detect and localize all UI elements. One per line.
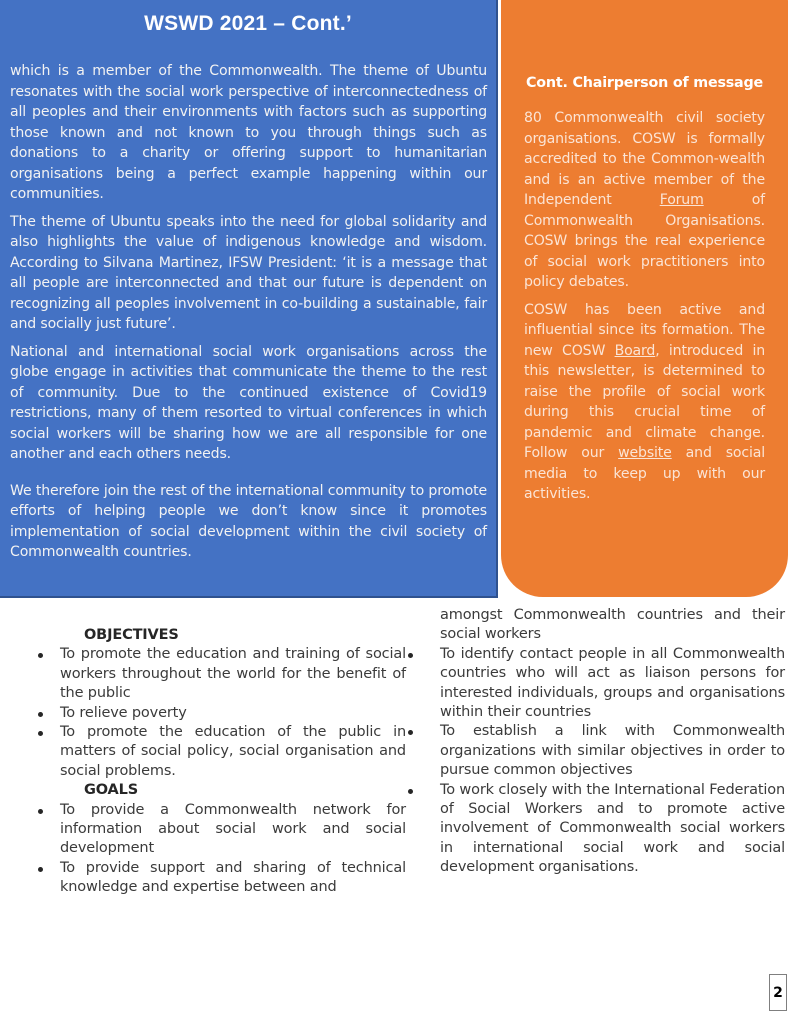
paragraph: We therefore join the rest of the international community to promote efforts of helping people we don’t know since it promotes implementation of social development within the civil society of Commonwealth countries. — [10, 482, 487, 560]
list-item — [440, 645, 785, 723]
goals-heading: GOALS — [84, 782, 138, 799]
text: COSW has been active and influential since its formation. The new COSW — [524, 301, 765, 359]
item-text: To establish a link with Commonwealth organizations with similar objectives in order to pursue common objectives — [440, 723, 785, 779]
list-item — [36, 859, 406, 898]
goals-list — [36, 801, 406, 898]
board-link[interactable]: Board — [614, 342, 656, 359]
blue-panel-body — [10, 61, 487, 570]
item-text: To promote the education and training of social workers throughout the world for the benefit of the public — [60, 646, 406, 702]
orange-panel-title: Cont. Chairperson of message — [525, 75, 764, 91]
objectives-heading: OBJECTIVES — [84, 627, 179, 643]
item-text: To identify contact people in all Commonwealth countries who will act as liaison persons for interested individuals, groups and organisations within their countries — [440, 645, 785, 721]
text: 80 Commonwealth civil society organisations. COSW is formally accredited to the Common-wealth and is an active member of the Independent — [524, 110, 765, 208]
paragraph — [524, 108, 765, 293]
list-item — [440, 781, 785, 878]
list-item — [36, 723, 406, 781]
continued-text: amongst Commonwealth countries and their social workers — [440, 607, 785, 643]
objectives-list — [36, 645, 406, 781]
item-text: To promote the education of the public in matters of social policy, social organisation and social problems. — [60, 724, 406, 779]
goals-list-continued — [440, 645, 785, 878]
panel-title: WSWD 2021 – Cont.’ — [144, 12, 352, 35]
list-item — [36, 801, 406, 859]
text: and social media to keep up with our activities. — [524, 445, 765, 502]
item-text: To relieve poverty — [60, 704, 187, 721]
paragraph: The theme of Ubuntu speaks into the need for global solidarity and also highlights the value of indigenous knowledge and wisdom. According to Silvana Martinez, IFSW President: ‘it is a message that all people are interconnected and that our future is dependent on recognizing all peoples involvement in co-building a sustainable, fair and socially just future’. — [10, 213, 487, 332]
paragraph: National and international social work organisations across the globe engage in activities that communicate the theme to the rest of community. Due to the continued existence of Covid19 restrictions, many of them resorted to virtual conferences in which social workers will be sharing how we are all responsible for one another and each others needs. — [10, 343, 487, 462]
paragraph: which is a member of the Commonwealth. The theme of Ubuntu resonates with the social work perspective of interconnectedness of all peoples and their environments with factors such as supporting those known and not known to you through things such as donations to a charity or offering support to humanitarian organisations being a perfect example happening within our communities. — [10, 63, 487, 202]
item-text: To provide support and sharing of technical knowledge and expertise between and — [60, 859, 406, 896]
paragraph — [524, 300, 765, 505]
page-number: 2 — [769, 974, 787, 1011]
right-column — [440, 606, 785, 878]
left-column — [36, 626, 406, 898]
text: , introduced in this newsletter, is determined to raise the profile of social work during this crucial time of pandemic and climate change. Follow our — [524, 342, 765, 461]
item-text: To provide a Commonwealth network for information about social work and social development — [60, 801, 406, 857]
list-item — [36, 704, 406, 723]
orange-panel-body — [524, 108, 765, 512]
text: of Commonwealth Organisations. COSW brings the real experience of social work practitioners into policy debates. — [524, 192, 765, 290]
forum-link[interactable]: Forum — [659, 192, 704, 208]
website-link[interactable]: website — [618, 445, 672, 461]
item-text: To work closely with the International Federation of Social Workers and to promote active involvement of Commonwealth social workers in international social work and social development organisations. — [440, 781, 785, 876]
list-item — [36, 645, 406, 703]
list-item — [440, 722, 785, 780]
